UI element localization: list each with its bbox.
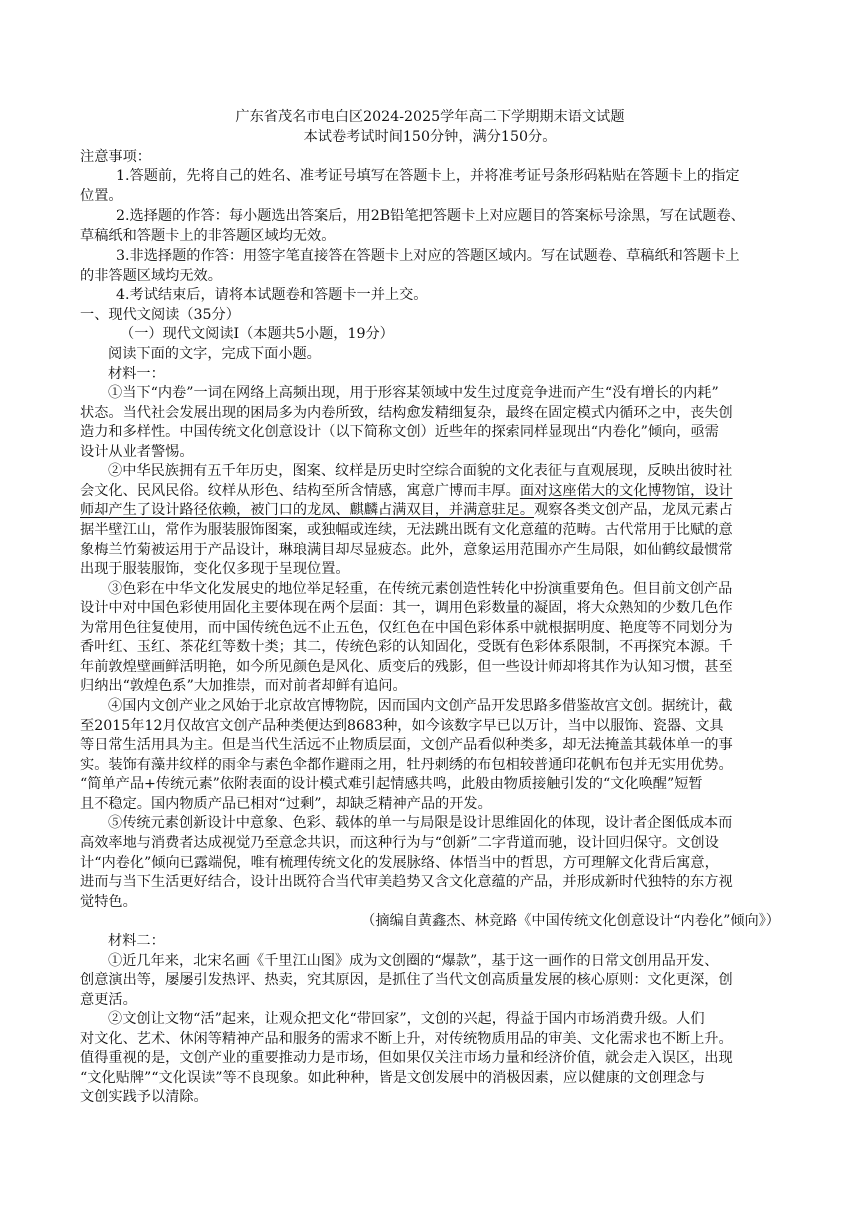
m1-paragraph-5: ⑤传统元素创新设计中意象、色彩、载体的单一与局限是设计思维固化的体现，设计者企图低成本而 bbox=[108, 815, 733, 831]
notice-heading: 注意事项： bbox=[80, 149, 151, 165]
notice-item-2-cont: 草稿纸和答题卡上的非答题区域均无效。 bbox=[80, 228, 336, 244]
notice-item-2: 2.选择题的作答：每小题选出答案后，用2B铅笔把答题卡上对应题目的答案标号涂黑，写在试题卷、 bbox=[116, 208, 745, 224]
m1-paragraph-3-cont: 年前敦煌壁画鲜活明艳，如今所见颜色是风化、质变后的残影，但一些设计师却将其作为认知习惯，甚至 bbox=[80, 659, 733, 675]
m1-paragraph-4-cont: 实。装饰有藻井纹样的雨伞与素色伞都作避雨之用，牡丹刺绣的布包相较普通印花帆布包并无实用优势。 bbox=[80, 757, 733, 773]
m2-paragraph-2-cont: “文化贴牌”“文化误读”等不良现象。如此种种，皆是文创发展中的消极因素，应以健康的文创理念与 bbox=[80, 1070, 705, 1086]
exam-title: 广东省茂名市电白区2024-2025学年高二下学期期末语文试题 bbox=[235, 109, 625, 125]
notice-item-3: 3.非选择题的作答：用签字笔直接答在答题卡上对应的答题区域内。写在试题卷、草稿纸和答题卡上 bbox=[116, 248, 740, 264]
m1-paragraph-3-cont: 香叶红、玉红、茶花红等数十类；其二，传统色彩的认知固化，受既有色彩体系限制，不再探究本源。千 bbox=[80, 639, 733, 655]
m2-paragraph-2: ②文创让文物“活”起来，让观众把文化“带回家”，文创的兴起，得益于国内市场消费升级。人们 bbox=[108, 1011, 705, 1027]
reading-instruction: 阅读下面的文字，完成下面小题。 bbox=[108, 346, 321, 362]
m1-paragraph-4: ④国内文创产业之风始于北京故宫博物院，因而国内文创产品开发思路多借鉴故宫文创。据统计，截 bbox=[108, 698, 733, 714]
m1-paragraph-4-cont: “简单产品+传统元素”依附表面的设计模式难引起情感共鸣，此般由物质接触引发的“文化唤醒”短暂 bbox=[80, 776, 703, 792]
m1-paragraph-4-cont: 至2015年12月仅故宫文创产品种类便达到8683种，如今该数字早已以万计，当中以服饰、瓷器、文具 bbox=[80, 718, 724, 734]
m1-paragraph-1: ①当下“内卷”一词在网络上高频出现，用于形容某领域中发生过度竞争进而产生“没有增长的内耗” bbox=[108, 385, 719, 401]
m1-paragraph-5-cont: 高效率地与消费者达成视觉乃至意念共识，而这种行为与“创新”二字背道而驰，设计回归保守。文创设 bbox=[80, 835, 719, 851]
m1-paragraph-1-cont: 造力和多样性。中国传统文化创意设计（以下简称文创）近些年的探索同样显现出“内卷化”倾向，亟需 bbox=[80, 424, 719, 440]
material-2-label: 材料二： bbox=[108, 933, 165, 949]
m1-paragraph-3-cont: 归纳出“敦煌色系”大加推崇，而对前者却鲜有追问。 bbox=[80, 678, 407, 694]
notice-item-3-cont: 的非答题区域均无效。 bbox=[80, 268, 222, 284]
m1-paragraph-4-cont: 且不稳定。国内物质产品已相对“过剩”，却缺乏精神产品的开发。 bbox=[80, 796, 492, 812]
m1-paragraph-5-cont: 计“内卷化”倾向已露端倪，唯有梳理传统文化的发展脉络、体悟当中的哲思，方可理解文化背后寓意， bbox=[80, 855, 719, 871]
notice-item-4: 4.考试结束后，请将本试题卷和答题卡一并上交。 bbox=[116, 287, 428, 303]
underlined-sentence: 面对这座偌大的文化博物馆，设计 bbox=[519, 483, 733, 499]
m2-paragraph-1-cont: 创意演出等，屡屡引发热评、热卖，究其原因，是抓住了当代文创高质量发展的核心原则：文化更深，创 bbox=[80, 972, 733, 988]
m1-paragraph-3-cont: 为常用色往复使用，而中国传统色远不止五色，仅红色在中国色彩体系中就根据明度、艳度等不同划分为 bbox=[80, 620, 733, 636]
m1-paragraph-5-cont: 进而与当下生活更好结合，设计出既符合当代审美趋势又含文化意蕴的产品，并形成新时代独特的东方视 bbox=[80, 874, 733, 890]
m1-paragraph-2-cont: 出现于服装服饰，变化仅多现于呈现位置。 bbox=[80, 561, 350, 577]
notice-item-1: 1.答题前，先将自己的姓名、准考证号填写在答题卡上，并将准考证号条形码粘贴在答题卡上的指定 bbox=[116, 168, 740, 184]
m1-paragraph-4-cont: 等日常生活用具为主。但是当代生活远不止物质层面，文创产品看似种类多，却无法掩盖其载体单一的事 bbox=[80, 737, 733, 753]
m2-paragraph-1: ①近几年来，北宋名画《千里江山图》成为文创圈的“爆款”，基于这一画作的日常文创用品开发、 bbox=[108, 953, 719, 969]
m1-paragraph-2-cont: 据半壁江山，常作为服装服饰图案，或独幅或连续，无法跳出既有文化意蕴的范畴。古代常用于比赋的意 bbox=[80, 522, 733, 538]
m2-paragraph-2-cont: 对文化、艺术、休闲等精神产品和服务的需求不断上升，对传统物质用品的审美、文化需求也不断上升。 bbox=[80, 1031, 733, 1047]
subsection-heading: （一）现代文阅读Ⅰ（本题共5小题，19分） bbox=[120, 326, 394, 342]
m1-paragraph-1-cont: 设计从业者警惕。 bbox=[80, 444, 194, 460]
m1-paragraph-2-cont: 师却产生了设计路径依赖，被门口的龙凤、麒麟占满双目，并满意驻足。观察各类文创产品，龙凤元素占 bbox=[80, 502, 733, 518]
m1-paragraph-1-cont: 状态。当代社会发展出现的困局多为内卷所致，结构愈发精细复杂，最终在固定模式内循环之中，丧失创 bbox=[80, 405, 733, 421]
m2-paragraph-2-cont: 值得重视的是，文创产业的重要推动力是市场，但如果仅关注市场力量和经济价值，就会走入误区，出现 bbox=[80, 1050, 733, 1066]
underlined-sentence: 师却产生了设计路径依赖，被门口的龙凤、麒麟占满双目，并满意驻足。 bbox=[80, 502, 535, 518]
m2-paragraph-1-cont: 意更活。 bbox=[80, 992, 137, 1008]
m1-paragraph-2-cont: 象梅兰竹菊被运用于产品设计，琳琅满目却尽显疲态。此外，意象运用范围亦产生局限，如仙鹤纹最惯常 bbox=[80, 542, 733, 558]
notice-item-1-cont: 位置。 bbox=[80, 188, 123, 204]
material-1-source: （摘编自黄鑫杰、林竞路《中国传统文化创意设计“内卷化”倾向》） bbox=[361, 913, 780, 929]
m1-paragraph-2-cont: 会文化、民风民俗。纹样从形色、结构至所含情感，寓意广博而丰厚。面对这座偌大的文化博物馆，设计 bbox=[80, 483, 733, 499]
exam-subtitle: 本试卷考试时间150分钟，满分150分。 bbox=[303, 129, 557, 145]
m1-paragraph-2: ②中华民族拥有五千年历史，图案、纹样是历史时空综合面貌的文化表征与直观展现，反映出彼时社 bbox=[108, 463, 733, 479]
m1-paragraph-3-cont: 设计中对中国色彩使用固化主要体现在两个层面：其一，调用色彩数量的凝固，将大众熟知的少数几色作 bbox=[80, 600, 733, 616]
m1-paragraph-3: ③色彩在中华文化发展史的地位举足轻重，在传统元素创造性转化中扮演重要角色。但目前文创产品 bbox=[108, 581, 733, 597]
material-1-label: 材料一： bbox=[108, 366, 165, 382]
section-heading: 一、现代文阅读（35分） bbox=[80, 307, 240, 323]
m1-paragraph-5-cont: 觉特色。 bbox=[80, 894, 137, 910]
m2-paragraph-2-cont: 文创实践予以清除。 bbox=[80, 1089, 208, 1105]
